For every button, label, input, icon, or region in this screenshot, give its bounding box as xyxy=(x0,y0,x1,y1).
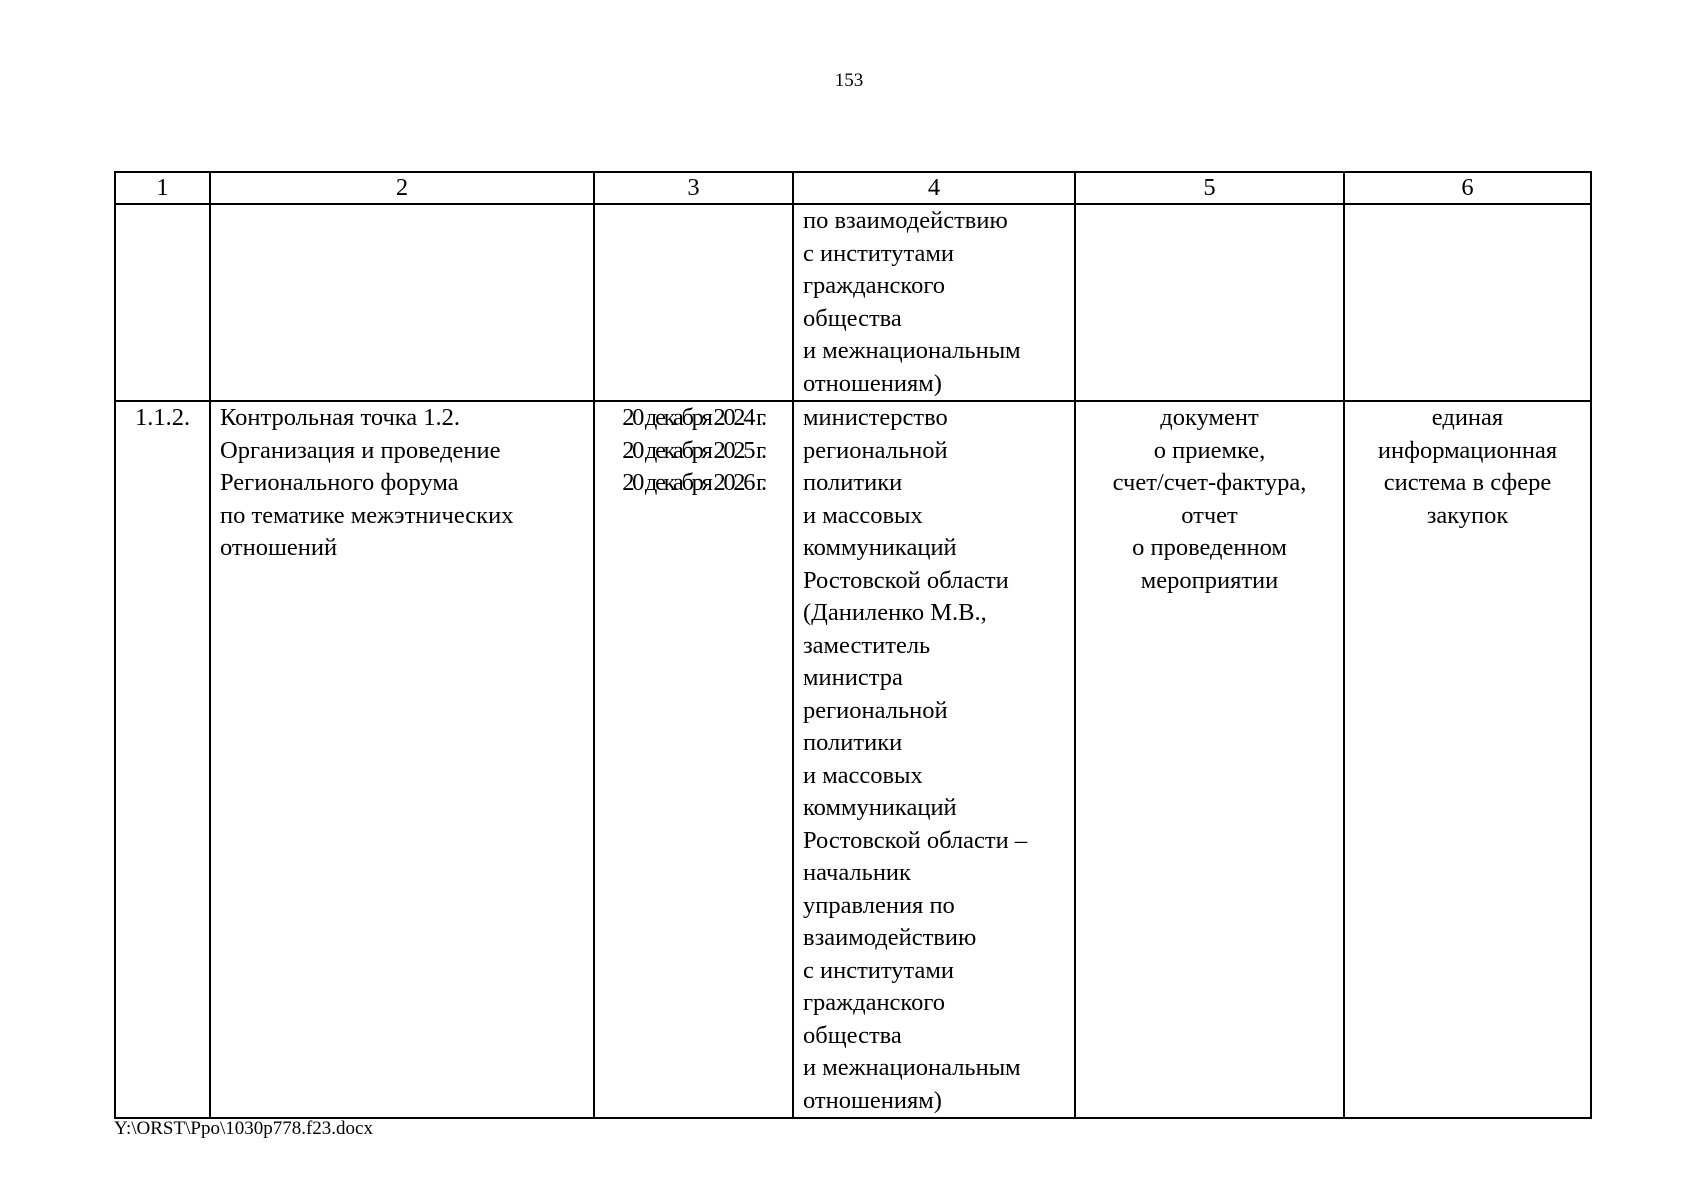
text-line: мероприятии xyxy=(1140,566,1279,594)
text-line: начальник xyxy=(803,859,911,886)
header-col-3: 3 xyxy=(594,172,793,204)
text-line: с институтами xyxy=(803,956,955,984)
text-line: по тематике межэтнических xyxy=(220,501,514,529)
text-line: и межнациональным xyxy=(803,337,1021,364)
text-line: отчет xyxy=(1181,501,1238,529)
row-number: 1.1.2. xyxy=(115,401,210,1118)
table-header-row xyxy=(115,172,1591,204)
continuation-col-2 xyxy=(210,204,594,401)
text-line: региональной xyxy=(803,696,948,724)
table-row-1-1-2 xyxy=(115,401,1591,1118)
header-col-6: 6 xyxy=(1344,172,1591,204)
continuation-responsible xyxy=(793,204,1075,401)
text-line: (Даниленко М.В., xyxy=(803,599,987,626)
text-line: гражданского xyxy=(803,989,946,1016)
text-line: и массовых xyxy=(803,501,923,529)
text-line: и межнациональным xyxy=(803,1054,1021,1081)
text-line: о проведенном xyxy=(1132,534,1287,561)
row-info-system xyxy=(1344,401,1591,1118)
continuation-col-6 xyxy=(1344,204,1591,401)
text-line: Ростовской области – xyxy=(803,826,1028,854)
text-line: взаимодействию xyxy=(803,924,977,951)
deadline-date: 20 декабря 2024 г. xyxy=(622,404,765,431)
text-line: министра xyxy=(803,664,903,691)
text-line: гражданского xyxy=(803,272,946,299)
text-line: документ xyxy=(1160,404,1259,431)
header-col-1: 1 xyxy=(115,172,210,204)
text-line: заместитель xyxy=(803,631,931,659)
text-line: единая xyxy=(1431,404,1504,431)
continuation-col-1 xyxy=(115,204,210,401)
text-line: коммуникаций xyxy=(803,794,957,821)
row-title xyxy=(210,401,594,1118)
text-line: информационная xyxy=(1377,436,1558,464)
text-line: политики xyxy=(803,729,903,756)
continuation-col-3 xyxy=(594,204,793,401)
text-line: управления по xyxy=(803,891,955,919)
deadline-date: 20 декабря 2026 г. xyxy=(622,469,765,496)
header-col-5: 5 xyxy=(1075,172,1344,204)
header-col-2: 2 xyxy=(210,172,594,204)
text-line: коммуникаций xyxy=(803,534,957,561)
text-line: по взаимодействию xyxy=(803,207,1008,234)
text-line: счет/счет-фактура, xyxy=(1112,469,1307,496)
text-line: Регионального форума xyxy=(220,469,459,496)
text-line: закупок xyxy=(1426,501,1509,529)
page-number: 153 xyxy=(834,70,864,91)
text-line: отношениям) xyxy=(803,369,942,397)
text-line: о приемке, xyxy=(1153,436,1266,464)
row-documents xyxy=(1075,401,1344,1118)
text-line: министерство xyxy=(803,404,948,431)
text-line: система в сфере xyxy=(1383,469,1552,496)
deadline-date: 20 декабря 2025 г. xyxy=(622,436,765,464)
header-col-4: 4 xyxy=(793,172,1075,204)
text-line: отношениям) xyxy=(803,1086,942,1114)
file-path: Y:\ORST\Ppo\1030p778.f23.docx xyxy=(114,1118,373,1139)
text-line: Организация и проведение xyxy=(220,436,501,464)
text-line: и массовых xyxy=(803,761,923,789)
text-line: региональной xyxy=(803,436,948,464)
text-line: общества xyxy=(803,1021,902,1049)
text-line: с институтами xyxy=(803,239,955,267)
text-line: отношений xyxy=(220,534,338,561)
table-row-continuation xyxy=(115,204,1591,401)
text-line: политики xyxy=(803,469,903,496)
text-line: Ростовской области xyxy=(803,566,1009,594)
plan-table xyxy=(114,171,1592,1119)
text-line: общества xyxy=(803,304,902,332)
row-deadlines xyxy=(594,401,793,1118)
row-responsible xyxy=(793,401,1075,1118)
text-line: Контрольная точка 1.2. xyxy=(220,404,461,431)
continuation-col-5 xyxy=(1075,204,1344,401)
